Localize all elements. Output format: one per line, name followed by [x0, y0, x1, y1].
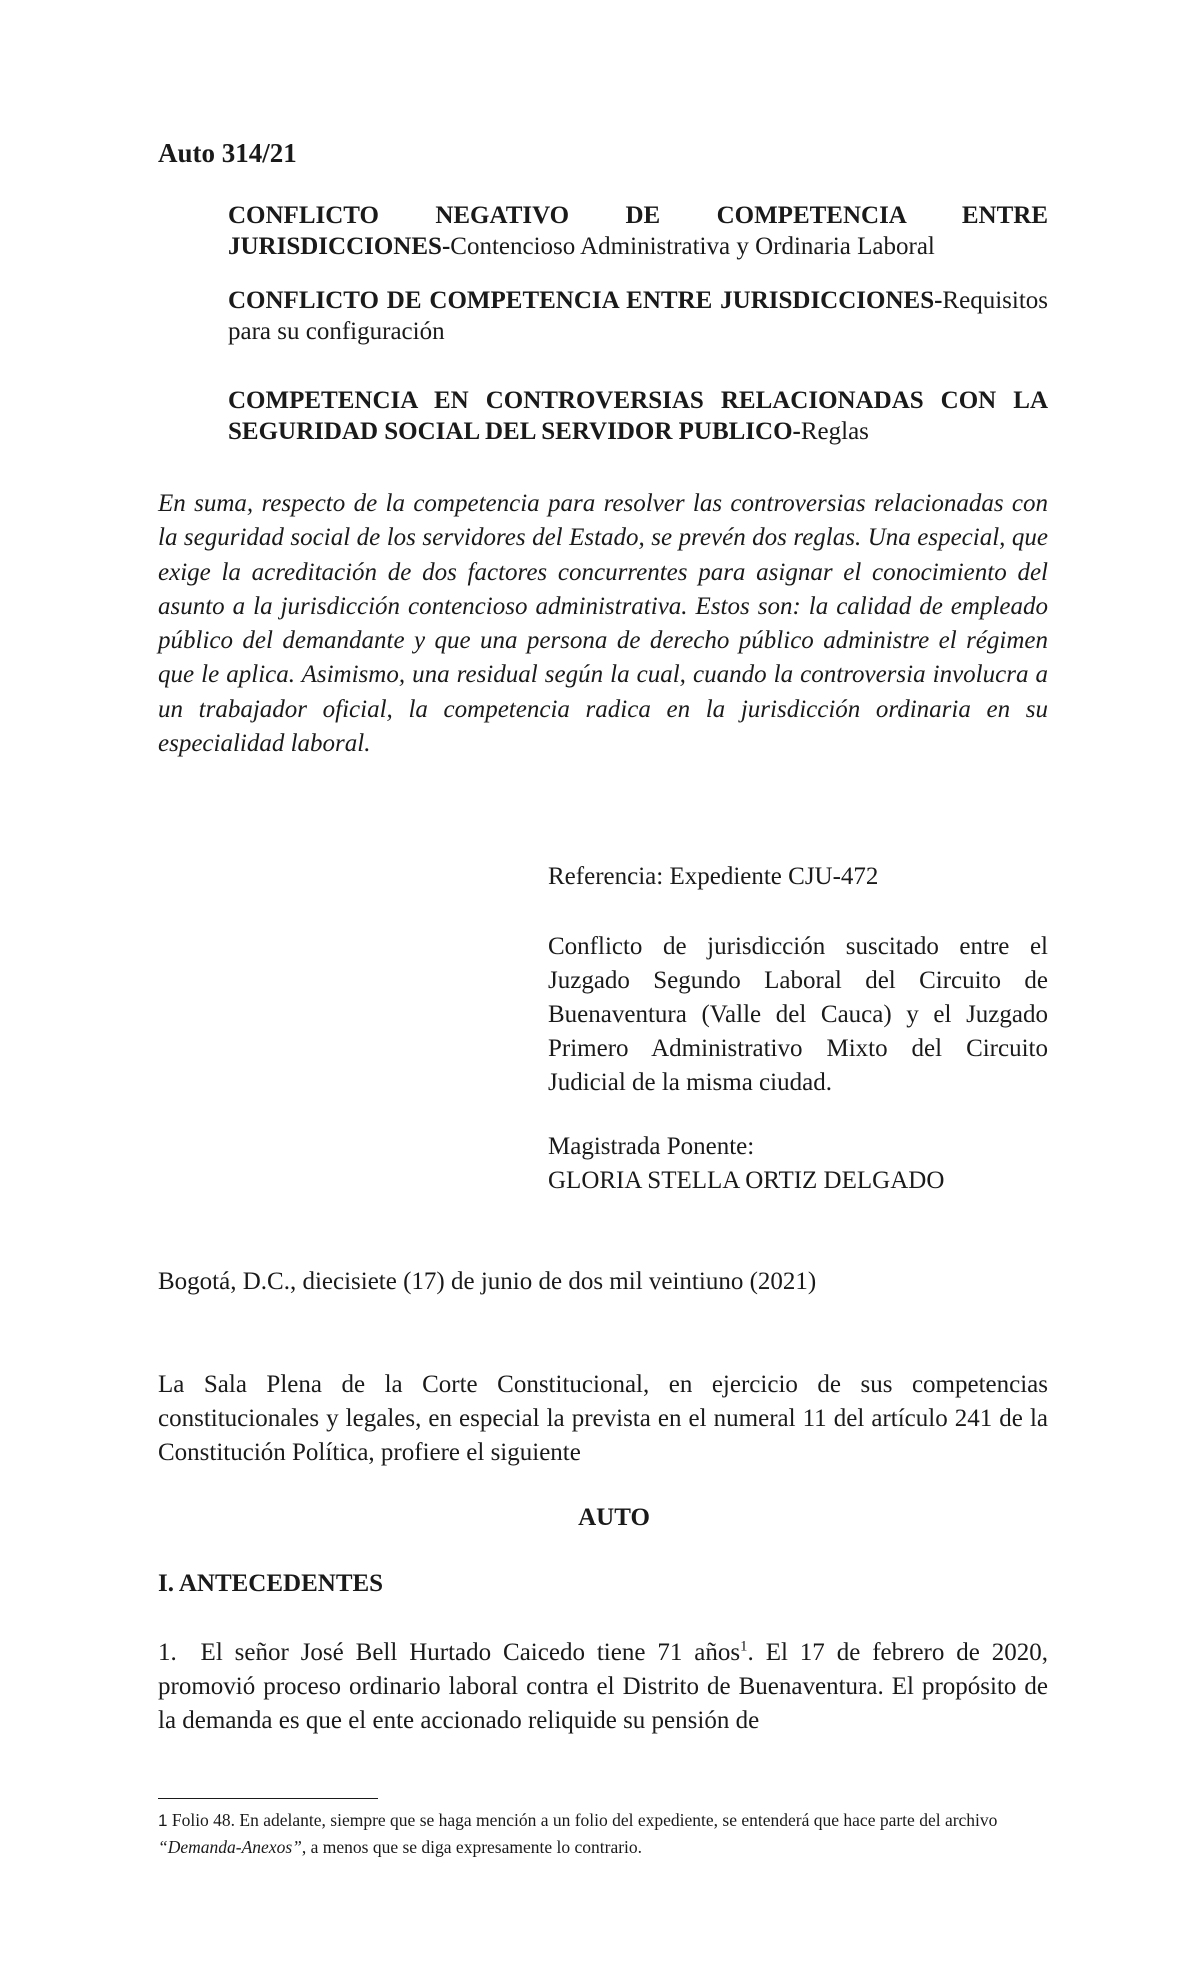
descriptor-heading-2-normal: Requisitos para su configuración — [228, 287, 1048, 345]
footnote-reference[interactable]: 1 — [740, 1638, 748, 1655]
descriptor-heading-1 — [228, 200, 1048, 262]
reference-conflicto: Conflicto de jurisdicción suscitado entre el Juzgado Segundo Laboral del Circuito de Buenaventura (Valle del Cauca) y el Juzgado Primero Administrativo Mixto del Circuito Judicial de la misma ciudad. — [548, 933, 1048, 1096]
descriptor-heading-2-bold: CONFLICTO DE COMPETENCIA ENTRE JURISDICCIONES- — [228, 287, 943, 314]
summary-paragraph: En suma, respecto de la competencia para resolver las controversias relacionadas con la seguridad social de los servidores del Estado, se prevén dos reglas. Una especial, que exige la acreditación de dos factores concurrentes para asignar el conocimiento del asunto a la jurisdicción contencioso administrativa. Estos son: la calidad de empleado público del demandante y que una persona de derecho público administre el régimen que le aplica. Asimismo, una residual según la cual, cuando la controversia involucra a un trabajador oficial, la competencia radica en la jurisdicción ordinaria en su especialidad laboral. — [158, 490, 1048, 758]
intro-paragraph: La Sala Plena de la Corte Constitucional, en ejercicio de sus competencias constitucionales y legales, en especial la prevista en el numeral 11 del artículo 241 de la Constitución Política, profiere el siguiente — [158, 1371, 1048, 1466]
magistrada-name: GLORIA STELLA ORTIZ DELGADO — [548, 1167, 945, 1194]
reference-magistrada — [548, 1130, 1048, 1198]
paragraph-1 — [158, 1636, 1048, 1738]
footnote-number: 1 — [158, 1811, 168, 1830]
footnote-text-italic: “Demanda-Anexos” — [158, 1837, 302, 1857]
date-line: Bogotá, D.C., diecisiete (17) de junio de dos mil veintiuno (2021) — [158, 1268, 817, 1295]
descriptor-heading-2 — [228, 285, 1048, 347]
paragraph-1-text-before: El señor José Bell Hurtado Caicedo tiene 71 años — [200, 1639, 741, 1666]
descriptor-heading-3-normal: Reglas — [800, 418, 869, 445]
reference-expediente: Referencia: Expediente CJU-472 — [548, 863, 879, 890]
footnote-1 — [158, 1807, 1048, 1860]
footnote-separator — [158, 1798, 378, 1799]
auto-title: AUTO — [578, 1504, 650, 1531]
descriptor-heading-1-normal: Contencioso Administrativa y Ordinaria Laboral — [450, 233, 935, 260]
footnote-text-before: Folio 48. En adelante, siempre que se haga mención a un folio del expediente, se entenderá que hace parte del archivo — [167, 1810, 998, 1830]
magistrada-label: Magistrada Ponente: — [548, 1133, 755, 1160]
descriptor-heading-3 — [228, 385, 1048, 447]
footnote-text-after: , a menos que se diga expresamente lo contrario. — [301, 1837, 643, 1857]
paragraph-1-number: 1. — [158, 1639, 177, 1666]
descriptor-heading-1-bold: CONFLICTO NEGATIVO DE COMPETENCIA ENTRE JURISDICCIONES- — [228, 202, 1048, 260]
document-number: Auto 314/21 — [158, 138, 297, 168]
paragraph-1-text-after: . El 17 de febrero de 2020, promovió proceso ordinario laboral contra el Distrito de Buenaventura. El propósito de la demanda es que el ente accionado reliquide su pensión de — [158, 1639, 1049, 1734]
section-title: I. ANTECEDENTES — [158, 1570, 384, 1597]
descriptor-heading-3-bold: COMPETENCIA EN CONTROVERSIAS RELACIONADAS CON LA SEGURIDAD SOCIAL DEL SERVIDOR PUBLICO- — [228, 387, 1048, 445]
